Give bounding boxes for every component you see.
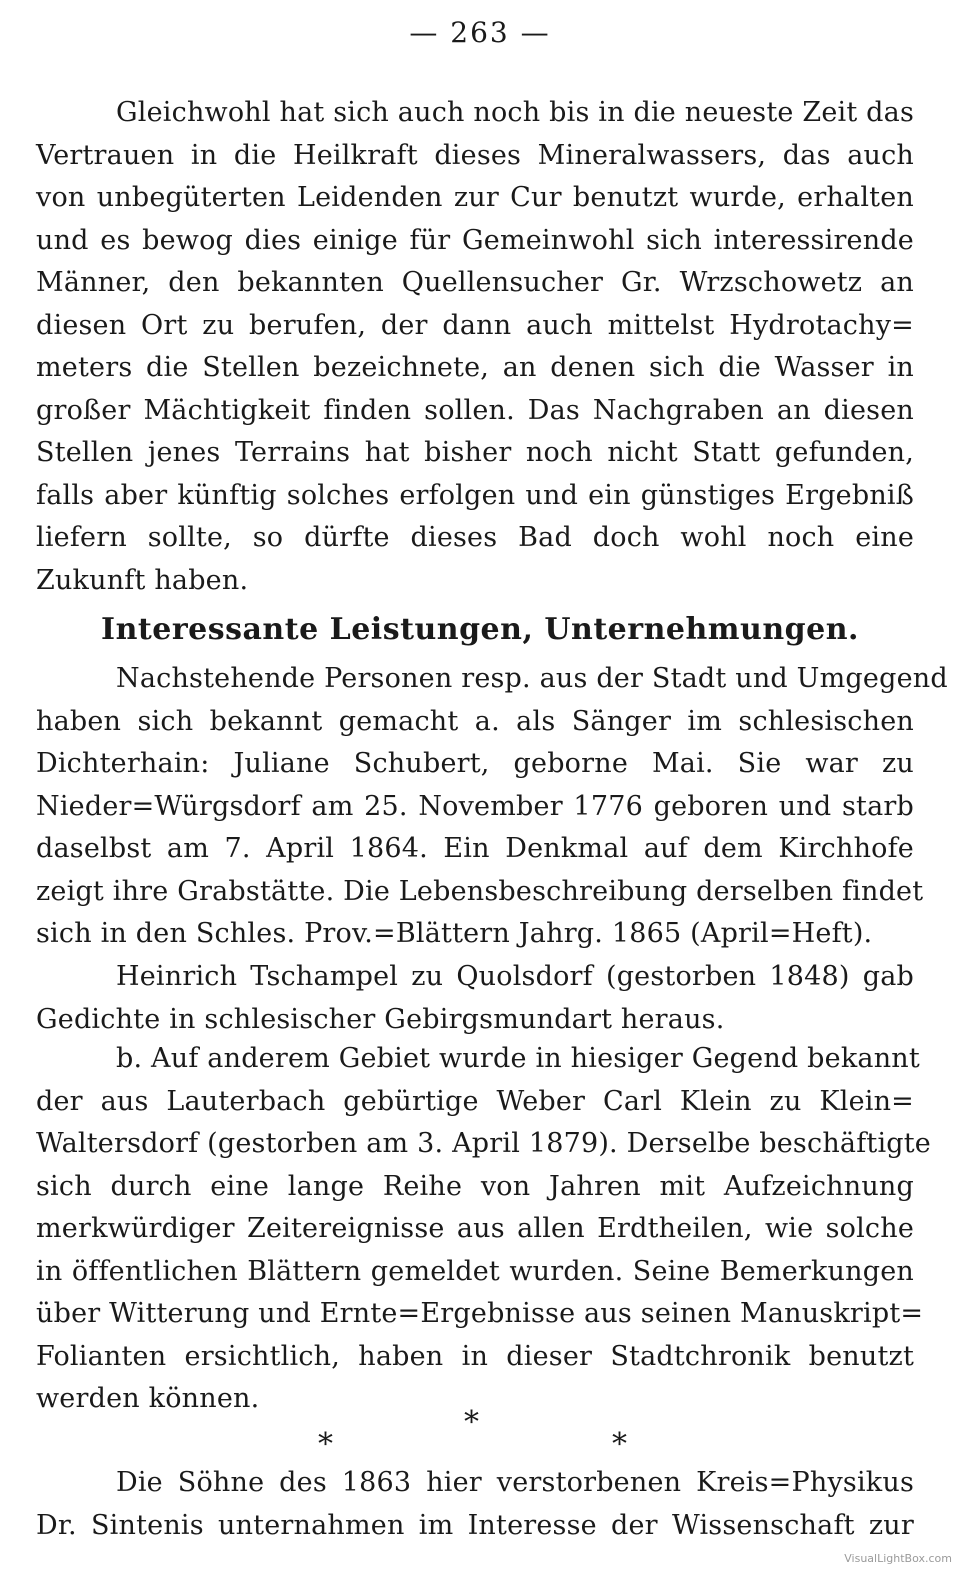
text-line: werden können.	[36, 1383, 260, 1414]
section-heading: Interessante Leistungen, Unternehmungen.	[101, 612, 859, 647]
text-line: Nachstehende Personen resp. aus der Stadt und Umgegend	[116, 663, 948, 694]
text-line: und es bewog dies einige für Gemeinwohl sich interessirende	[36, 224, 914, 256]
page-number: — 263 —	[409, 16, 551, 49]
separator-star: *	[318, 1427, 333, 1462]
text-line: Die Söhne des 1863 hier verstorbenen Kreis=Physikus	[116, 1467, 914, 1498]
text-line: liefern sollte, so dürfte dieses Bad doch wohl noch eine	[36, 522, 914, 553]
watermark: VisualLightBox.com	[844, 1552, 952, 1565]
text-line: Stellen jenes Terrains hat bisher noch nicht Statt gefunden,	[36, 437, 914, 468]
section-separator	[0, 1405, 960, 1468]
paragraph-schubert	[36, 658, 948, 956]
text-line: Dr. Sintenis unternahmen im Interesse der Wissenschaft zur	[36, 1509, 914, 1541]
separator-star: *	[612, 1427, 627, 1462]
text-line: von unbegüterten Leidenden zur Cur benutzt wurde, erhalten	[36, 182, 914, 213]
text-line: Nieder=Würgsdorf am 25. November 1776 geboren und starb	[36, 790, 914, 822]
paragraph-klein	[36, 1038, 931, 1421]
text-line: großer Mächtigkeit finden sollen. Das Nachgraben an diesen	[36, 394, 914, 426]
text-line: Folianten ersichtlich, haben in dieser Stadtchronik benutzt	[36, 1340, 914, 1372]
text-line: daselbst am 7. April 1864. Ein Denkmal auf dem Kirchhofe	[36, 833, 914, 864]
text-line: meters die Stellen bezeichnete, an denen sich die Wasser in	[36, 352, 914, 383]
text-line: falls aber künftig solches erfolgen und ein günstiges Ergebniß	[36, 479, 914, 511]
text-line: Heinrich Tschampel zu Quolsdorf (gestorben 1848) gab	[116, 961, 914, 992]
paragraph-sintenis	[36, 1462, 914, 1547]
text-line: zeigt ihre Grabstätte. Die Lebensbeschreibung derselben findet	[36, 875, 924, 907]
paragraph-tschampel	[36, 956, 914, 1041]
text-line: Gleichwohl hat sich auch noch bis in die neueste Zeit das	[116, 97, 915, 128]
text-line: sich in den Schles. Prov.=Blättern Jahrg. 1865 (April=Heft).	[36, 918, 873, 949]
separator-star: *	[464, 1405, 479, 1440]
text-line: über Witterung und Ernte=Ergebnisse aus seinen Manuskript=	[36, 1298, 924, 1329]
paragraph-mineral-water	[36, 92, 914, 602]
text-line: haben sich bekannt gemacht a. als Sänger im schlesischen	[36, 705, 914, 737]
text-line: der aus Lauterbach gebürtige Weber Carl Klein zu Klein=	[36, 1085, 914, 1117]
text-line: diesen Ort zu berufen, der dann auch mittelst Hydrotachy=	[36, 309, 914, 341]
text-line: sich durch eine lange Reihe von Jahren mit Aufzeichnung	[36, 1170, 914, 1202]
text-line: Männer, den bekannten Quellensucher Gr. Wrzschowetz an	[36, 267, 914, 298]
text-line: Waltersdorf (gestorben am 3. April 1879). Derselbe beschäftigte	[36, 1128, 931, 1159]
text-line: Gedichte in schlesischer Gebirgsmundart heraus.	[36, 1003, 725, 1035]
text-line: Zukunft haben.	[36, 564, 249, 596]
text-line: Vertrauen in die Heilkraft dieses Mineralwassers, das auch	[36, 139, 914, 171]
text-line: merkwürdiger Zeitereignisse aus allen Erdtheilen, wie solche	[36, 1213, 914, 1244]
text-line: Dichterhain: Juliane Schubert, geborne Mai. Sie war zu	[36, 748, 914, 779]
text-line: b. Auf anderem Gebiet wurde in hiesiger Gegend bekannt	[116, 1043, 920, 1074]
text-line: in öffentlichen Blättern gemeldet wurden. Seine Bemerkungen	[36, 1255, 914, 1287]
